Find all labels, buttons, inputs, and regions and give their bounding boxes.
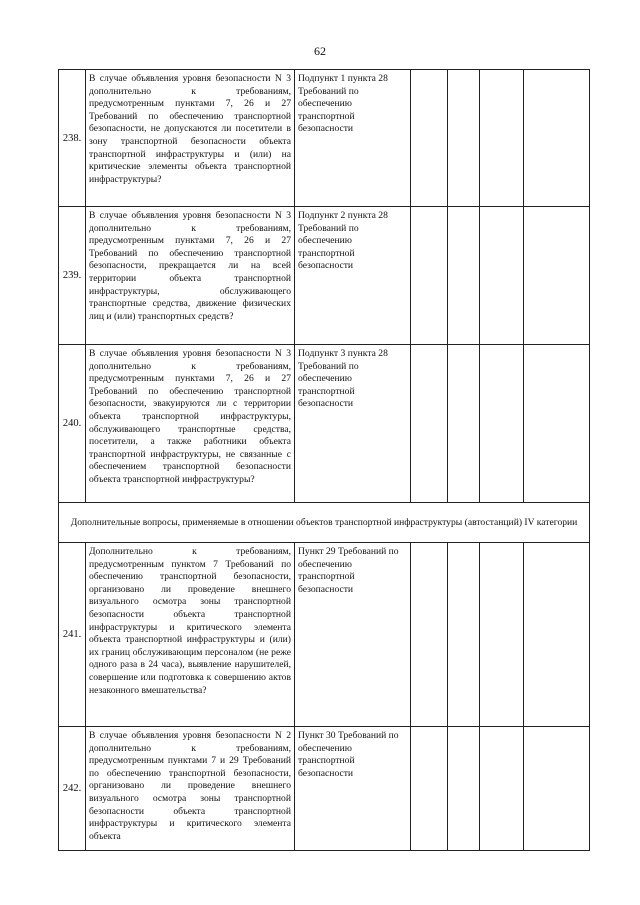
section-header: Дополнительные вопросы, применяемые в отношении объектов транспортной инфраструктуры (автостанций) IV категории [59,503,590,543]
table-row [59,70,590,207]
yes-cell[interactable] [411,70,448,207]
table-row [59,345,590,503]
table-row [59,543,590,727]
note-cell[interactable] [524,345,590,503]
question-text: В случае объявления уровня безопасности N 3 дополнительно к требованиям, предусмотренным пунктами 7, 26 и 27 Требований по обеспечению транспортной безопасности, эвакуируются ли с территории объекта транспортной инфраструктуры, обслуживающего транспортные средства, посетители, а также работники объекта транспортной инфраструктуры, не связанные с обеспечением транспортной безопасности объекта транспортной инфраструктуры? [86,345,295,503]
na-cell[interactable] [480,727,524,851]
table-row [59,207,590,345]
section-header-row [59,503,590,543]
page-number: 62 [314,44,326,58]
note-cell[interactable] [524,543,590,727]
yes-cell[interactable] [411,207,448,345]
row-number: 242. [59,727,86,851]
na-cell[interactable] [480,207,524,345]
na-cell[interactable] [480,345,524,503]
row-number: 239. [59,207,86,345]
table-row [59,727,590,851]
note-cell[interactable] [524,70,590,207]
na-cell[interactable] [480,70,524,207]
note-cell[interactable] [524,727,590,851]
reference-text: Пункт 29 Требований по обеспечению транспортной безопасности [295,543,411,727]
yes-cell[interactable] [411,727,448,851]
question-text: В случае объявления уровня безопасности N 2 дополнительно к требованиям, предусмотренным пунктами 7 и 29 Требований по обеспечению транспортной безопасности, организовано ли проведение внешнего визуального осмотра зоны транспортной безопасности объекта транспортной инфраструктуры и критического элемента объекта [86,727,295,851]
yes-cell[interactable] [411,543,448,727]
reference-text: Подпункт 2 пункта 28 Требований по обеспечению транспортной безопасности [295,207,411,345]
no-cell[interactable] [448,345,480,503]
checklist-table [58,69,590,851]
reference-text: Пункт 30 Требований по обеспечению транспортной безопасности [295,727,411,851]
note-cell[interactable] [524,207,590,345]
no-cell[interactable] [448,727,480,851]
question-text: Дополнительно к требованиям, предусмотренным пунктом 7 Требований по обеспечению транспортной безопасности, организовано ли проведение внешнего визуального осмотра зоны транспортной безопасности объекта транспортной инфраструктуры и критического элемента объекта транспортной инфраструктуры и (или) их границ обслуживающим персоналом (не реже одного раза в 24 часа), выявление нарушителей, совершение или подготовка к совершению актов незаконного вмешательства? [86,543,295,727]
na-cell[interactable] [480,543,524,727]
reference-text: Подпункт 3 пункта 28 Требований по обеспечению транспортной безопасности [295,345,411,503]
reference-text: Подпункт 1 пункта 28 Требований по обеспечению транспортной безопасности [295,70,411,207]
row-number: 241. [59,543,86,727]
question-text: В случае объявления уровня безопасности N 3 дополнительно к требованиям, предусмотренным пунктами 7, 26 и 27 Требований по обеспечению транспортной безопасности, не допускаются ли посетители в зону транспортной безопасности объекта транспортной инфраструктуры и (или) на критические элементы объекта транспортной инфраструктуры? [86,70,295,207]
yes-cell[interactable] [411,345,448,503]
row-number: 238. [59,70,86,207]
no-cell[interactable] [448,70,480,207]
no-cell[interactable] [448,543,480,727]
row-number: 240. [59,345,86,503]
question-text: В случае объявления уровня безопасности N 3 дополнительно к требованиям, предусмотренным пунктами 7, 26 и 27 Требований по обеспечению транспортной безопасности, прекращается ли на всей территории объекта транспортной инфраструктуры, обслуживающего транспортные средства, движение физических лиц и (или) транспортных средств? [86,207,295,345]
no-cell[interactable] [448,207,480,345]
